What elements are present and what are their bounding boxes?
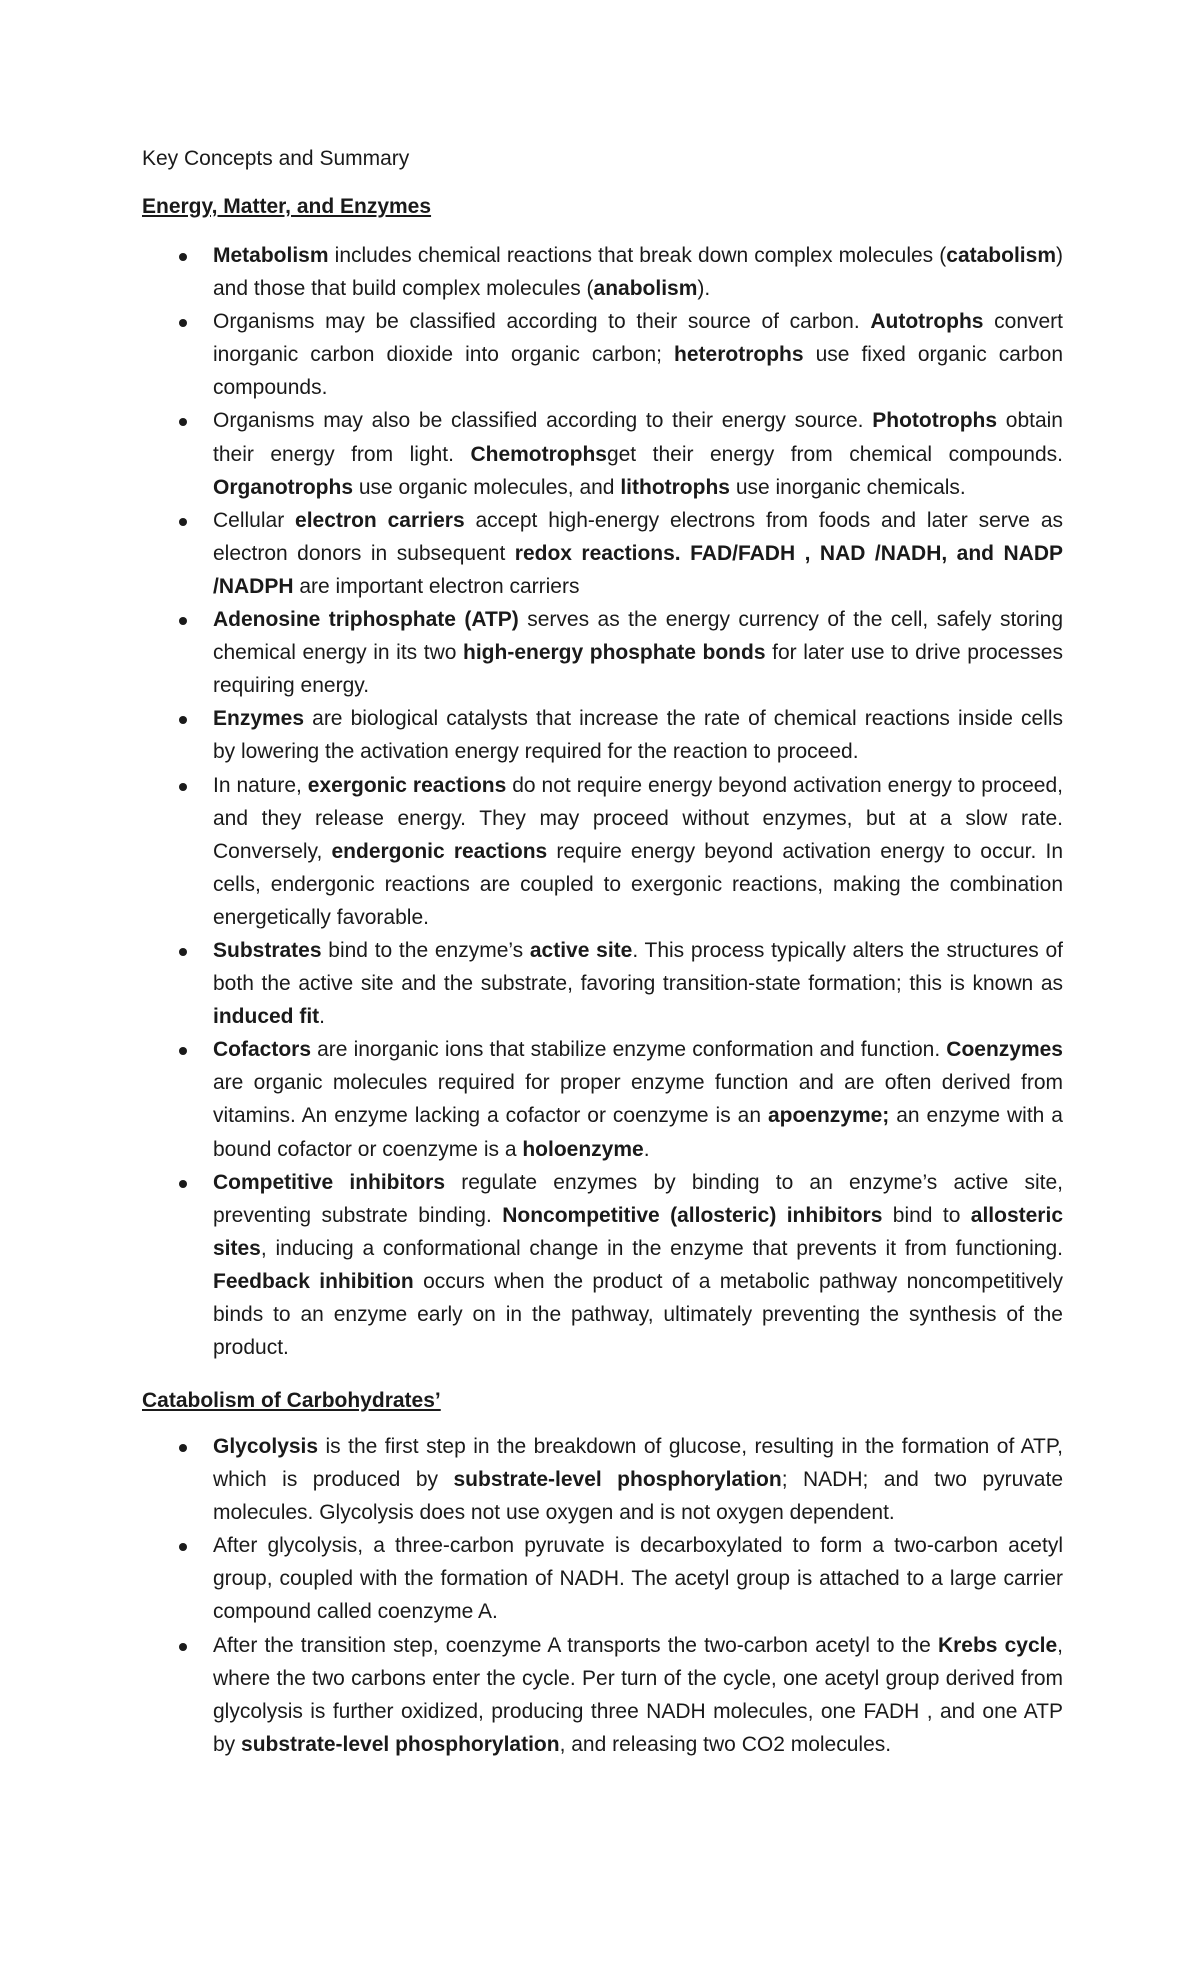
text-run: occurs when the product of a metabolic pathway noncompetitively binds to an enzyme early on in the pathway, ultimately preventing the synthesis of the product. bbox=[213, 1269, 1063, 1360]
bold-term: Competitive inhibitors bbox=[213, 1170, 446, 1194]
text-run: After glycolysis, a three-carbon pyruvate is decarboxylated to form a two-carbon acetyl group, coupled with the formation of NADH. The acetyl group is attached to a large carrier compound called coenzyme A. bbox=[213, 1534, 1063, 1624]
text-run: In nature, bbox=[213, 773, 308, 797]
text-run: . bbox=[319, 1005, 326, 1029]
text-run: ). bbox=[697, 277, 711, 301]
bold-term: active site bbox=[529, 938, 633, 962]
bullet-item bbox=[142, 702, 1063, 768]
bullet-item bbox=[142, 769, 1063, 934]
text-run: Cellular bbox=[213, 508, 296, 532]
bold-term: Coenzymes bbox=[946, 1038, 1063, 1062]
bullet-list-energy-matter-enzymes bbox=[142, 239, 1063, 1364]
bullet-icon bbox=[179, 319, 187, 327]
section-heading-catabolism-carbohydrates: Catabolism of Carbohydrates’ bbox=[142, 1389, 441, 1412]
bullet-item bbox=[142, 1033, 1063, 1165]
text-run: an enzyme with a bound cofactor or coenzyme is a bbox=[213, 1104, 1063, 1161]
bold-term: Cofactors bbox=[213, 1038, 312, 1062]
bold-term: catabolism bbox=[946, 244, 1056, 267]
text-run: includes chemical reactions that break down complex molecules ( bbox=[328, 244, 947, 267]
bold-term: Organotrophs bbox=[213, 475, 353, 499]
text-run: do not require energy beyond activation energy to proceed, and they release energy. They may proceed without enzymes, but at a slow rate. Conversely, bbox=[213, 773, 1063, 863]
bullet-icon bbox=[179, 783, 187, 791]
bullet-icon bbox=[179, 1047, 187, 1055]
bold-term: induced fit bbox=[213, 1005, 320, 1029]
bullet-icon bbox=[179, 617, 187, 625]
bold-term: heterotrophs bbox=[674, 343, 804, 367]
bullet-item bbox=[142, 1629, 1063, 1761]
bullet-icon bbox=[179, 716, 187, 724]
bullet-icon bbox=[179, 1444, 187, 1452]
text-run: get their energy from chemical compounds. bbox=[606, 442, 1063, 466]
text-run: are biological catalysts that increase the rate of chemical reactions inside cells by lowering the activation energy required for the reaction to proceed. bbox=[213, 707, 1063, 764]
bold-term: electron carriers bbox=[295, 508, 465, 532]
text-run: ; NADH; and two pyruvate molecules. Glycolysis does not use oxygen and is not oxygen dependent. bbox=[213, 1468, 1063, 1525]
bold-term: Noncompetitive (allosteric) inhibitors bbox=[502, 1203, 883, 1227]
text-run: Organisms may also be classified according to their energy source. bbox=[213, 409, 873, 433]
bullet-icon bbox=[179, 518, 187, 526]
bullet-list-catabolism-carbohydrates bbox=[142, 1430, 1063, 1761]
bold-term: apoenzyme; bbox=[767, 1104, 890, 1128]
text-run: convert inorganic carbon dioxide into organic carbon; bbox=[213, 310, 1064, 367]
section-heading-energy-matter-enzymes: Energy, Matter, and Enzymes bbox=[142, 195, 432, 218]
text-run: regulate enzymes by binding to an enzyme’s active site, preventing substrate binding. bbox=[213, 1170, 1063, 1227]
bullet-item bbox=[142, 1166, 1063, 1365]
text-run: ) and those that build complex molecules ( bbox=[213, 244, 1063, 301]
bullet-icon bbox=[179, 948, 187, 956]
text-run: , where the two carbons enter the cycle. Per turn of the cycle, one acetyl group derived from glycolysis is further oxidized, producing three NADH molecules, one FADH , and one ATP by bbox=[213, 1633, 1063, 1756]
text-run: serves as the energy currency of the cell, safely storing chemical energy in its two bbox=[213, 608, 1063, 665]
text-run: are important electron carriers bbox=[293, 574, 580, 598]
bold-term: lithotrophs bbox=[620, 475, 730, 499]
bold-term: Krebs cycle bbox=[937, 1633, 1058, 1657]
text-run: use inorganic chemicals. bbox=[729, 475, 966, 499]
document-title: Key Concepts and Summary bbox=[142, 147, 410, 170]
text-run: use fixed organic carbon compounds. bbox=[213, 343, 1064, 400]
bold-term: substrate-level phosphorylation bbox=[453, 1468, 782, 1492]
text-run: is the first step in the breakdown of glucose, resulting in the formation of ATP, which is produced by bbox=[213, 1435, 1063, 1492]
bold-term: endergonic reactions bbox=[331, 839, 548, 863]
text-run: , and releasing two CO2 molecules. bbox=[559, 1732, 892, 1756]
bullet-item bbox=[142, 603, 1063, 702]
text-run: bind to the enzyme’s bbox=[321, 938, 530, 962]
bold-term: Adenosine triphosphate (ATP) bbox=[213, 608, 519, 632]
text-run: use organic molecules, and bbox=[353, 475, 621, 499]
bullet-icon bbox=[179, 253, 187, 261]
bullet-item bbox=[142, 934, 1063, 1033]
text-run: bind to bbox=[882, 1203, 971, 1227]
bullet-item bbox=[142, 305, 1063, 404]
text-run: . This process typically alters the structures of both the active site and the substrate, favoring transition-state formation; this is known as bbox=[213, 938, 1063, 996]
bullet-icon bbox=[179, 1643, 187, 1651]
bold-term: allosteric sites bbox=[213, 1203, 1063, 1260]
bold-term: anabolism bbox=[593, 277, 698, 301]
text-run: are organic molecules required for proper enzyme function and are often derived from vitamins. An enzyme lacking a cofactor or coenzyme is an bbox=[213, 1071, 1063, 1128]
text-run: obtain their energy from light. bbox=[213, 409, 1063, 466]
bold-term: exergonic reactions bbox=[307, 773, 507, 797]
text-run: for later use to drive processes requiring energy. bbox=[213, 641, 1063, 698]
bold-term: substrate-level phosphorylation bbox=[241, 1732, 560, 1756]
bold-term: Phototrophs bbox=[872, 409, 998, 433]
bold-term: Chemotrophs bbox=[470, 442, 607, 466]
bold-term: Substrates bbox=[213, 938, 322, 962]
text-run: accept high-energy electrons from foods and later serve as electron donors in subsequent bbox=[213, 508, 1063, 565]
bold-term: Enzymes bbox=[213, 707, 305, 731]
text-run: , inducing a conformational change in the enzyme that prevents it from functioning. bbox=[260, 1236, 1063, 1260]
text-run: After the transition step, coenzyme A transports the two-carbon acetyl to the bbox=[213, 1633, 938, 1657]
bold-term: Autotrophs bbox=[870, 310, 984, 334]
bullet-icon bbox=[179, 1543, 187, 1551]
bullet-item bbox=[142, 1430, 1063, 1529]
bold-term: high-energy phosphate bonds bbox=[463, 641, 766, 665]
bullet-item bbox=[142, 1529, 1063, 1628]
bullet-icon bbox=[179, 1180, 187, 1188]
bold-term: redox reactions. FAD/FADH , NAD /NADH, and NADP /NADPH bbox=[213, 541, 1063, 598]
bold-term: Feedback inhibition bbox=[213, 1269, 414, 1293]
bullet-item bbox=[142, 404, 1063, 503]
bold-term: Glycolysis bbox=[213, 1435, 319, 1458]
text-run: are inorganic ions that stabilize enzyme conformation and function. bbox=[311, 1038, 947, 1062]
bullet-item bbox=[142, 504, 1063, 603]
text-run: Organisms may be classified according to their source of carbon. bbox=[213, 310, 871, 334]
bold-term: Metabolism bbox=[213, 244, 329, 267]
text-run: require energy beyond activation energy to occur. In cells, endergonic reactions are coupled to exergonic reactions, making the combination energetically favorable. bbox=[213, 839, 1064, 929]
bullet-item bbox=[142, 239, 1063, 305]
bullet-icon bbox=[179, 418, 187, 426]
bold-term: holoenzyme bbox=[522, 1137, 644, 1161]
text-run: . bbox=[643, 1137, 650, 1161]
